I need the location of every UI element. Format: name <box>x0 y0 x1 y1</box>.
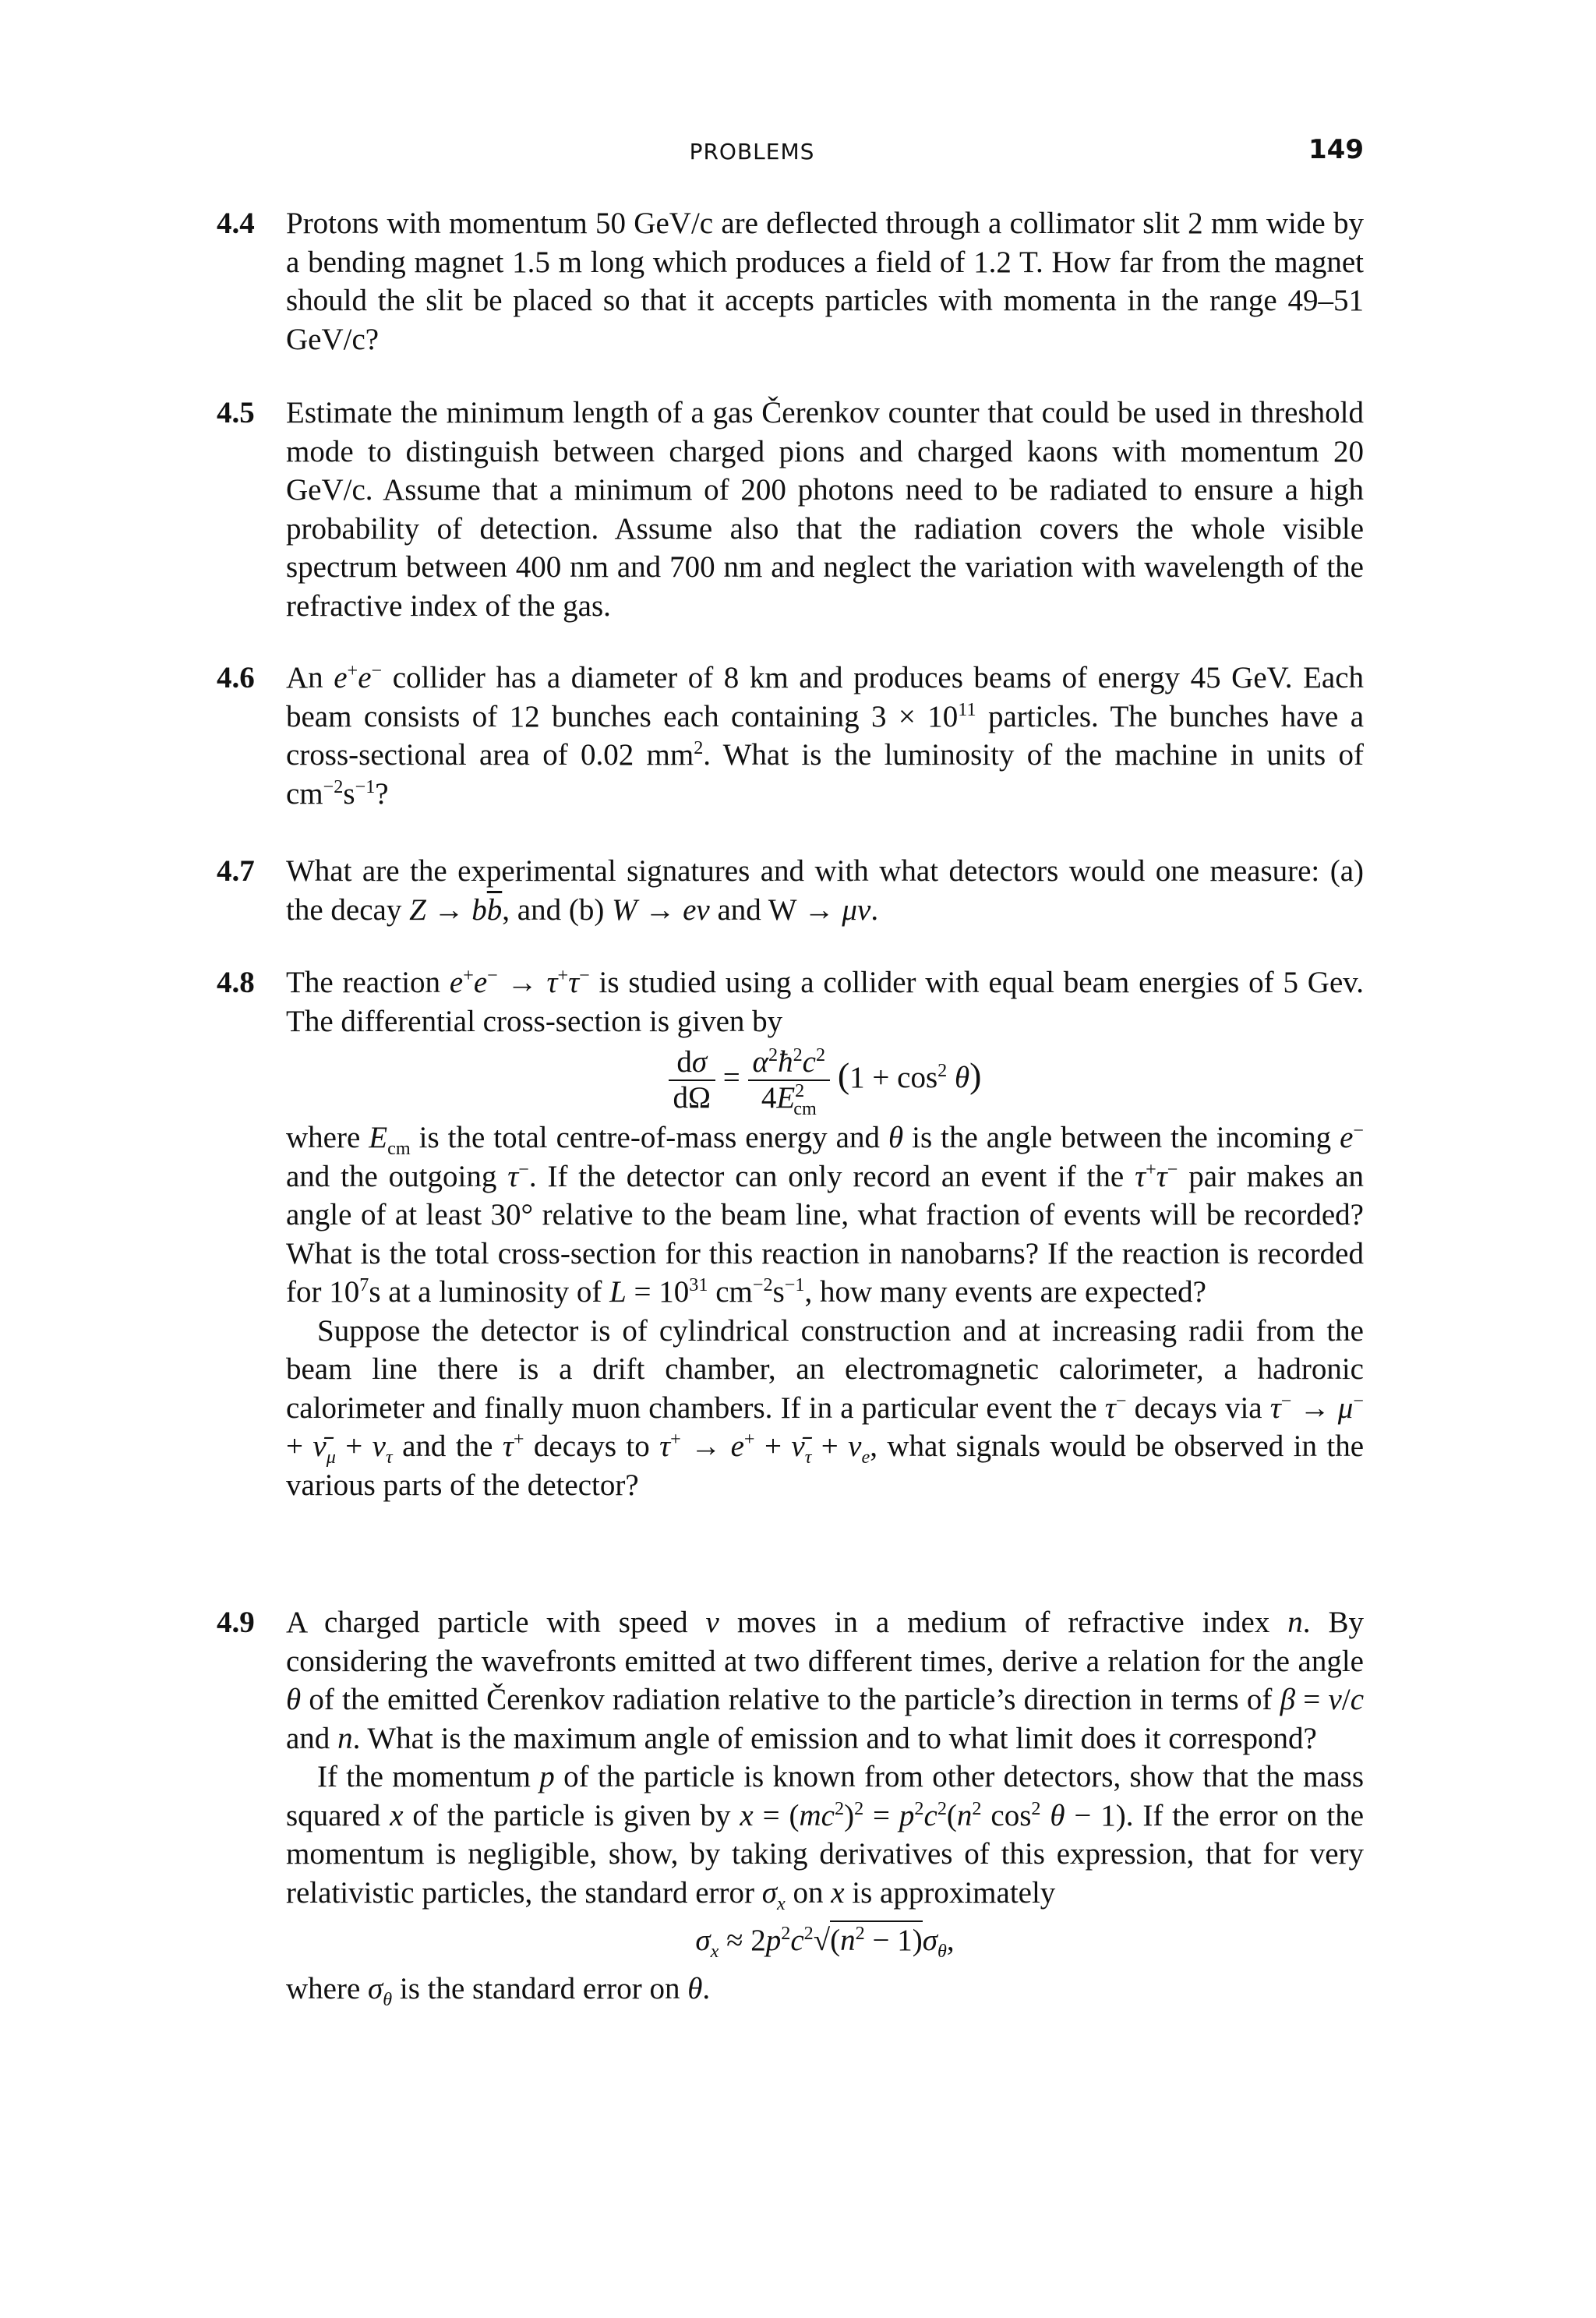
problem-text: Estimate the minimum length of a gas Čerenkov counter that could be used in threshold mode to distinguish between charged pions and charged kaons with momentum 20 GeV/c. Assume that a minimum of 200 photons need to be radiated to ensure a high probability of detection. Assume also that the radiation covers the whole visible spectrum between 400 nm and 700 nm and neglect the variation with wavelength of the refractive index of the gas. <box>286 396 1364 623</box>
problem-number: 4.8 <box>217 966 255 999</box>
problem-text-continued: where $E_{cm}$ is the total centre-of-mass energy and θ is the angle between the incoming e− and the outgoing τ−. If the detector can only record an event if the τ+τ− pair makes an angle of at least 30° relative to the beam line, what fraction of events will be recorded? What is the total cross-section for this reaction in nanobarns? If the reaction is recorded for $10^7s$ at a luminosity of $L = 10^{31}$ $cm^{-2}s^{-1}$, how many events are expected? <box>286 1120 1365 1309</box>
problem-text: What are the experimental signatures and with what detectors would one measure: (a) the decay $Z \to b\overline{b}$, and (b) W → eν and W → μν. <box>286 854 1364 927</box>
problem-4-9 <box>217 1603 1364 2008</box>
problem-number: 4.7 <box>217 854 255 888</box>
problem-number: 4.9 <box>217 1606 255 1639</box>
problem-text-paragraph-2: If the momentum p of the particle is known from other detectors, show that the mass squared x of the particle is given by $x = (mc^2)^2 = p^2c^2(n^2$ $\cos^2 \theta - 1$). If the error on the momentum is negligible, show, by taking derivatives of this expression, that for very relativistic particles, the standard error $\sigma_x$ on x is approximately <box>286 1760 1365 1914</box>
problem-number: 4.4 <box>217 207 255 240</box>
problem-4-7 <box>217 852 1364 929</box>
problem-text: Protons with momentum 50 GeV/c are deflected through a collimator slit 2 mm wide by a bending magnet 1.5 m long which produces a field of 1.2 T. How far from the magnet should the slit be placed so that it accepts particles with momenta in the range 49–51 GeV/c? <box>286 207 1364 356</box>
cross-section-equation: $\frac{d\sigma}{d\Omega}$ = $\frac{\alpha^2ħ^2c^2}{4E^2_{cm}}$ $(1 + \cos^2 \theta)$ <box>286 1045 1364 1115</box>
problem-text: An e+e− collider has a diameter of 8 km and produces beams of energy 45 GeV. Each beam consists of 12 bunches each containing $3 \times 10^{11}$ particles. The bunches have a cross-sectional area of 0.02 $mm^2$. What is the luminosity of the machine in units of $cm^{-2}s^{-1}$? <box>286 660 1365 811</box>
standard-error-equation: $\sigma_x \approx 2p^2c^2√(n^2 - 1)\sigma_\theta$, <box>286 1921 1364 1960</box>
page-number: 149 <box>1308 134 1364 165</box>
problem-text: A charged particle with speed v moves in a medium of refractive index n. By considering the wavefronts emitted at two different times, derive a relation for the angle θ of the emitted Čerenkov radiation relative to the particle’s direction in terms of β = v/c and n. What is the maximum angle of emission and to what limit does it correspond? <box>286 1606 1364 1755</box>
problem-text-final: where $\sigma_\theta$ is the standard error on θ. <box>286 1971 711 2010</box>
problem-4-8 <box>217 963 1364 1504</box>
problem-4-6 <box>217 659 1364 813</box>
problem-number: 4.5 <box>217 396 255 429</box>
problem-text-paragraph-2: Suppose the detector is of cylindrical construction and at increasing radii from the beam line there is a drift chamber, an electromagnetic calorimeter, a hadronic calorimeter and finally muon chambers. If in a particular event the τ− decays via $\tau^- \to \mu^- + \nū_\mu + \nu_\tau$ and the τ+ decays to $\tau^+ \to e^+ + \nū_\tau + \nu_e$, what signals would be observed in the various parts of the detector? <box>286 1313 1365 1502</box>
problem-4-4 <box>217 204 1364 359</box>
problem-4-5 <box>217 394 1364 625</box>
page-header-title: PROBLEMS <box>689 139 815 164</box>
problem-text: The reaction e+e− → τ+τ− is studied using a collider with equal beam energies of 5 Gev. The differential cross-section is given by <box>286 965 1365 1038</box>
problem-number: 4.6 <box>217 661 255 694</box>
